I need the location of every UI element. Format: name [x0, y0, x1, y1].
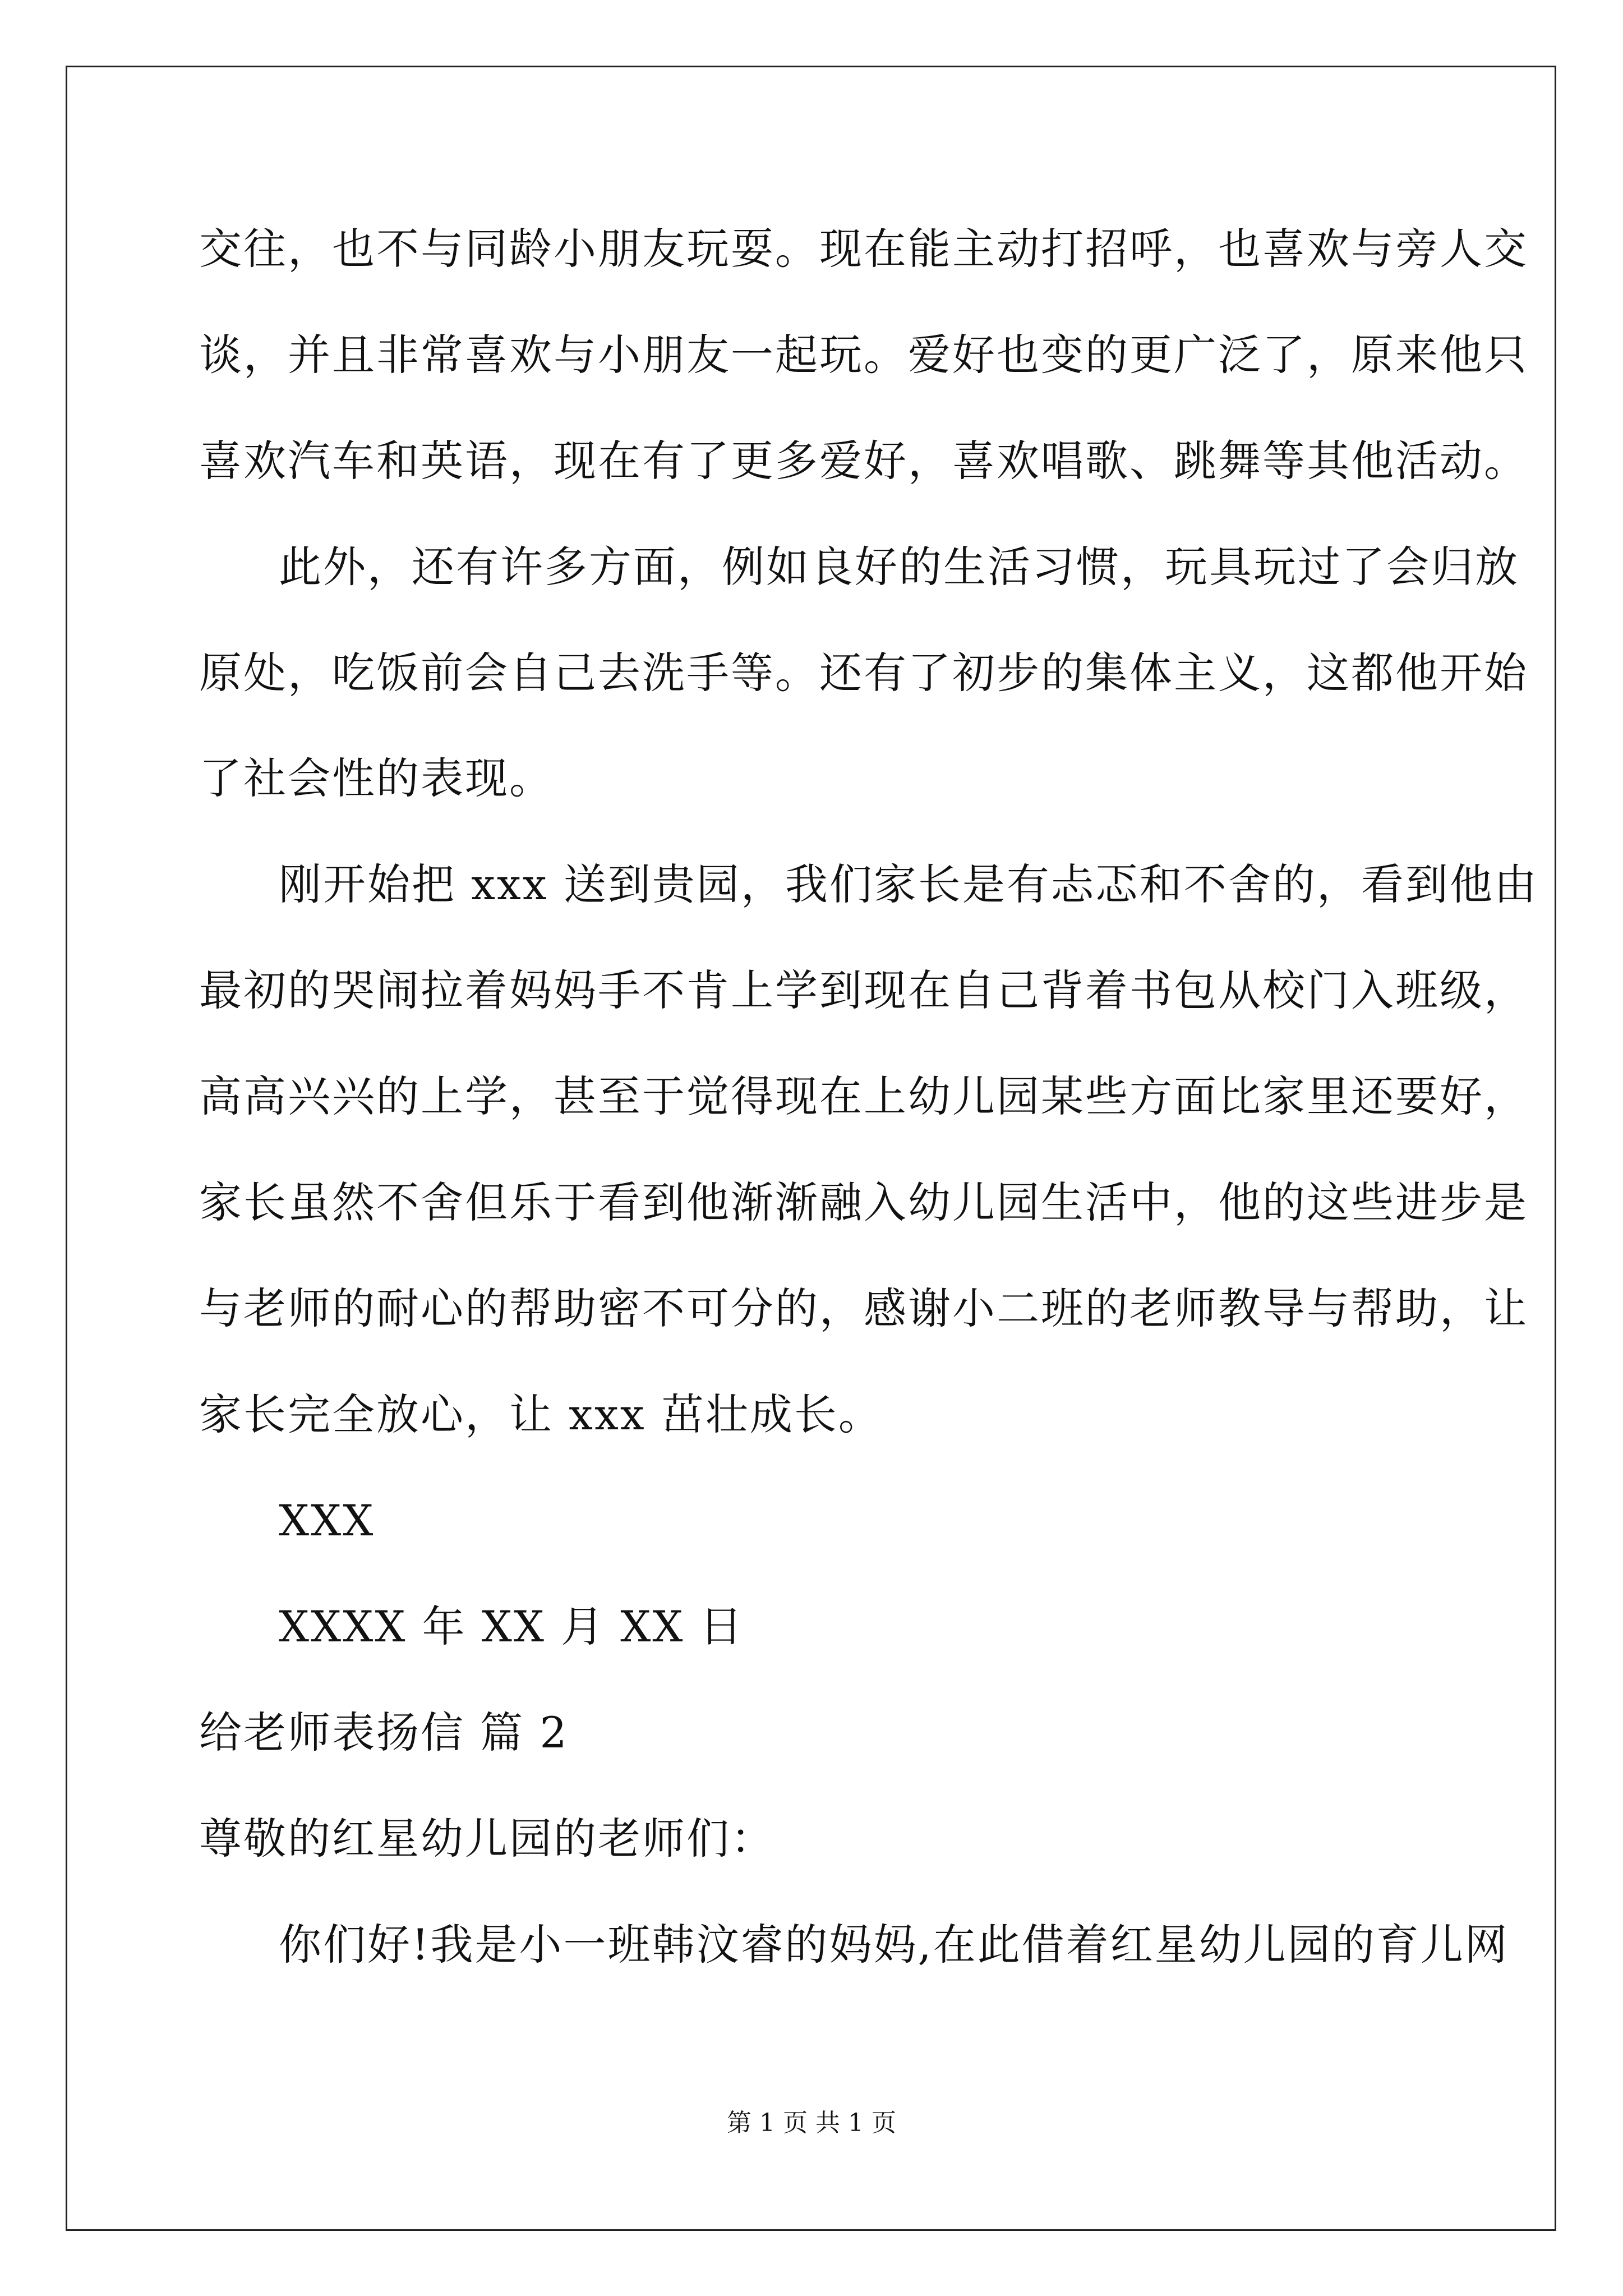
text-line-1: 交往，也不与同龄小朋友玩耍。现在能主动打招呼，也喜欢与旁人交: [199, 224, 1528, 274]
text-line-5: 原处，吃饭前会自己去洗手等。还有了初步的集体主义，这都他开始: [199, 648, 1528, 698]
signature-name: XXX: [279, 1496, 375, 1545]
text-line-11: 与老师的耐心的帮助密不可分的，感谢小二班的老师教导与帮助，让: [199, 1283, 1528, 1333]
text-line-3: 喜欢汽车和英语，现在有了更多爱好，喜欢唱歌、跳舞等其他活动。: [199, 436, 1528, 486]
page-border: [66, 66, 1556, 2231]
signature-date: XXXX 年 XX 月 XX 日: [279, 1602, 744, 1651]
text-line-7: 刚开始把 xxx 送到贵园，我们家长是有忐忑和不舍的，看到他由: [279, 859, 1538, 909]
text-line-6: 了社会性的表现。: [199, 753, 554, 803]
text-line-10: 家长虽然不舍但乐于看到他渐渐融入幼儿园生活中，他的这些进步是: [199, 1177, 1528, 1227]
text-line-12: 家长完全放心，让 xxx 茁壮成长。: [199, 1389, 883, 1439]
text-line-17: 你们好!我是小一班韩汶睿的妈妈,在此借着红星幼儿园的育儿网: [279, 1920, 1509, 1970]
text-line-4: 此外，还有许多方面，例如良好的生活习惯，玩具玩过了会归放: [279, 542, 1519, 592]
section-heading: 给老师表扬信 篇 2: [199, 1708, 569, 1757]
text-line-8: 最初的哭闹拉着妈妈手不肯上学到现在自己背着书包从校门入班级，: [199, 965, 1528, 1015]
salutation: 尊敬的红星幼儿园的老师们：: [199, 1814, 775, 1864]
page-footer: 第 1 页 共 1 页: [727, 2109, 896, 2137]
text-line-9: 高高兴兴的上学，甚至于觉得现在上幼儿园某些方面比家里还要好，: [199, 1071, 1528, 1121]
text-line-2: 谈，并且非常喜欢与小朋友一起玩。爱好也变的更广泛了，原来他只: [199, 330, 1528, 380]
